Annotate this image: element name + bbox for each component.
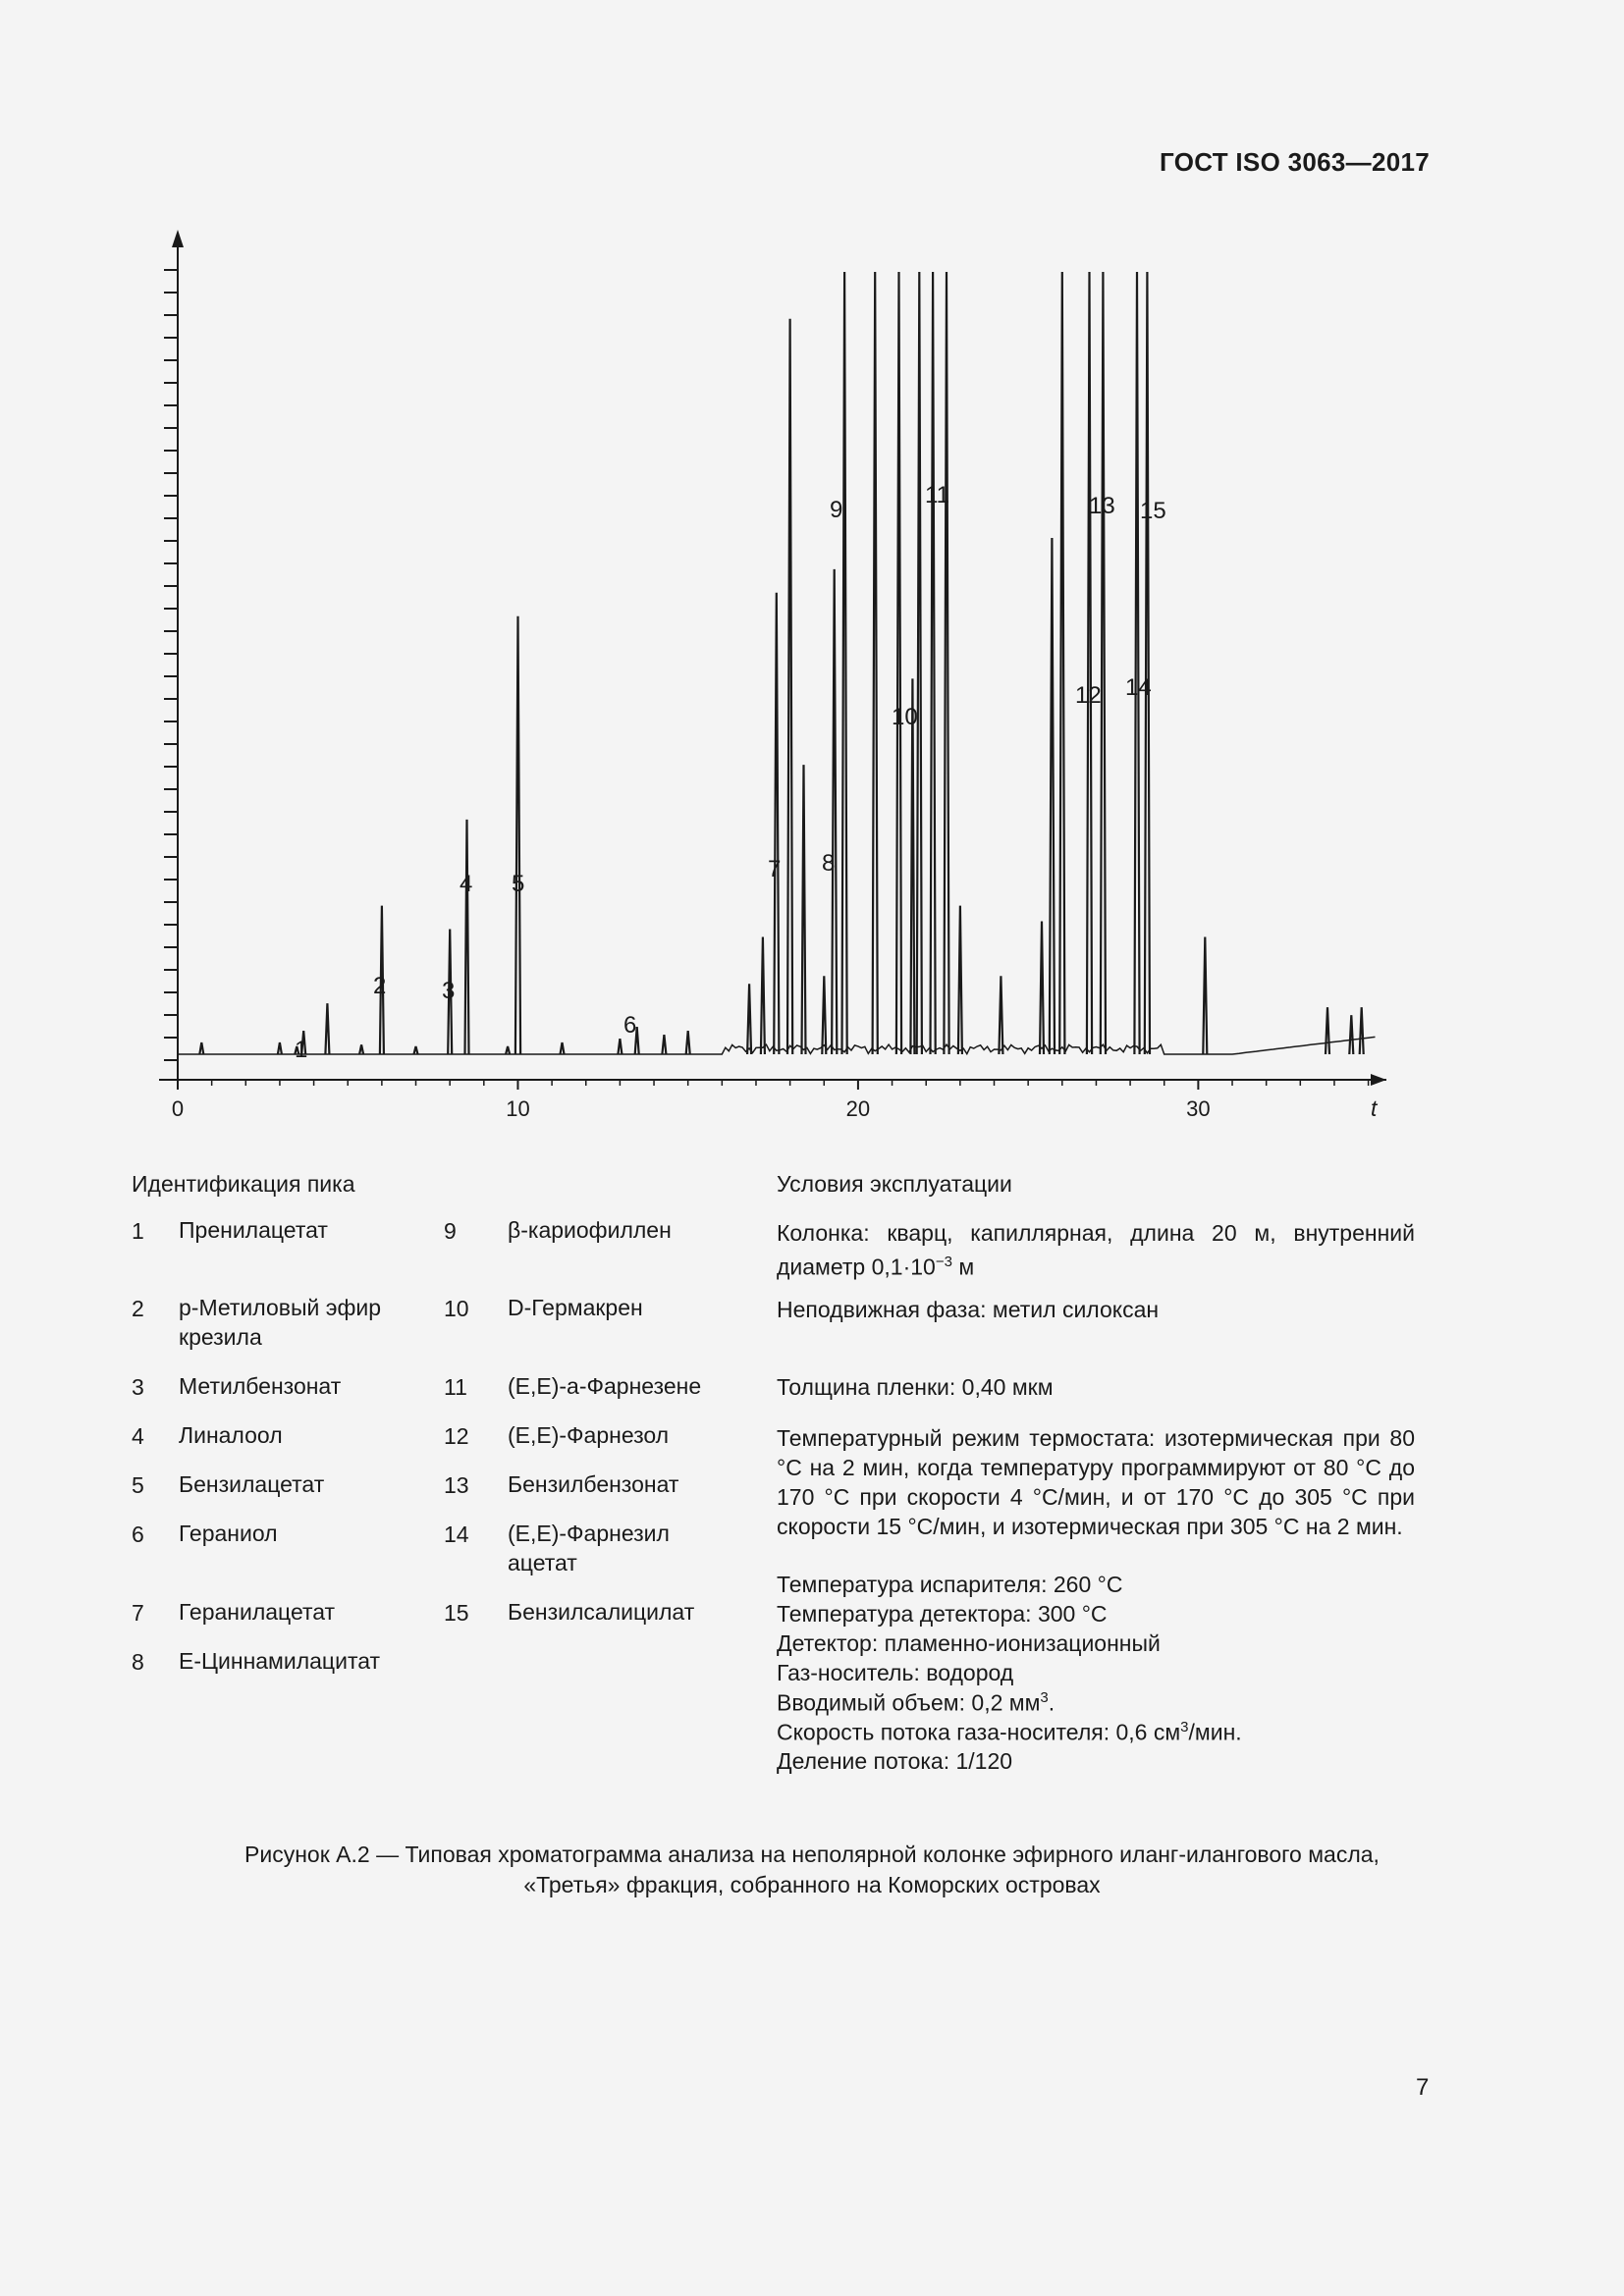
chromatogram-peak [802,765,806,1054]
caption-line-1: Рисунок А.2 — Типовая хроматограмма анализа на неполярной колонке эфирного иланг-илангового масла, [244,1842,1380,1867]
peak-id-name: Бензилацетат [179,1471,325,1497]
identification-heading: Идентификация пика [132,1171,355,1197]
peak-label: 6 [623,1012,637,1039]
x-tick-label: 30 [1186,1096,1211,1121]
x-tick-label: 20 [845,1096,871,1121]
condition-column: Колонка: кварц, капиллярная, длина 20 м, внутренний диаметр $0,1\cdot 10^{-3}$ м [777,1220,1415,1280]
peak-id-name: (Е,Е)-Фарнезол [508,1422,670,1448]
peak-label: 9 [830,497,843,523]
chromatogram-peak [1040,922,1044,1055]
peak-label: 5 [512,871,525,897]
chromatogram-peak [1203,937,1207,1055]
chromatogram-peak [278,1042,282,1054]
condition-detector: Детектор: пламенно-ионизационный [777,1630,1161,1656]
x-axis-arrow [1371,1074,1386,1086]
x-axis-label: t [1371,1095,1378,1121]
caption-line-2: «Третья» фракция, собранного на Коморских островах [523,1872,1101,1897]
chromatogram-peak [1349,1015,1353,1054]
peak-id-name: (Е,Е)-а-Фарнезене [508,1373,702,1399]
chromatogram-peak [931,272,936,1054]
condition-oven-program: Температурный режим термостата: изотермическая при 80 °С на 2 мин, когда температуру программируют от 80 °С до 170 °С при скорости 4 °С/мин, и от 170 °С до 305 °С при скорости 15 °С/мин, и изотермическая при 305 °С на 2 мин. [777,1425,1415,1539]
condition-carrier-gas: Газ-носитель: водород [777,1660,1014,1685]
condition-split-ratio: Деление потока: 1/120 [777,1748,1013,1774]
peak-id-name: Гераниол [179,1521,278,1546]
chromatogram-peak [1050,538,1055,1054]
conditions-heading: Условия эксплуатации [777,1171,1012,1197]
peak-label: 14 [1125,674,1152,701]
condition-stationary-phase: Неподвижная фаза: метил силоксан [777,1297,1160,1322]
peak-id-number: 4 [132,1423,144,1449]
peak-label: 4 [460,871,473,897]
condition-injection-volume: Вводимый объем: 0,2 $мм^3$. [777,1689,1056,1716]
peak-label: 10 [892,704,918,730]
x-tick-label: 0 [171,1096,185,1121]
peak-id-number: 2 [132,1296,144,1321]
chromatogram-peak [618,1039,622,1054]
chromatogram-peak [999,976,1002,1054]
peak-id-name: р-Метиловый эфир крезила [179,1295,382,1350]
chromatogram-peak [414,1046,418,1054]
chart-labels [295,482,1166,1063]
chromatogram-peak [359,1044,363,1054]
peak-id-name: Е-Циннамилацитат [179,1648,381,1674]
peak-id-number: 13 [444,1472,469,1498]
peak-id-name: β-кариофиллен [508,1217,672,1243]
peak-id-name: Бензилсалицилат [508,1599,695,1625]
chart-traces [178,272,1376,1054]
peak-id-name: Бензилбензонат [508,1471,679,1497]
condition-film-thickness: Толщина пленки: 0,40 мкм [777,1374,1054,1400]
peak-id-number: 8 [132,1649,144,1675]
peak-id-number: 1 [132,1218,144,1244]
chromatogram-peak [199,1042,203,1054]
chromatogram-peak [515,616,520,1054]
chromatogram-peak [465,820,469,1054]
peak-label: 15 [1140,498,1166,524]
chromatogram-peak [958,906,962,1054]
peak-id-name: D-Гермакрен [508,1295,643,1320]
chromatogram-peak [747,984,751,1054]
chromatogram-peak [1101,272,1106,1054]
chromatogram-peak [822,976,826,1054]
chromatogram-peak [761,937,765,1055]
peak-label: 13 [1089,493,1115,519]
chromatogram-peak [832,569,837,1054]
peak-id-name: (Е,Е)-Фарнезил ацетат [508,1521,670,1575]
chromatogram-peak [774,593,779,1054]
condition-injector-temp: Температура испарителя: 260 °С [777,1572,1123,1597]
chromatogram-peak [506,1046,510,1054]
peak-label: 7 [768,856,782,882]
peak-label: 1 [295,1037,308,1063]
peak-label: 11 [925,482,949,508]
standard-header: ГОСТ ISO 3063—2017 [1160,147,1430,177]
condition-flow-rate: Скорость потока газа-носителя: 0,6 $см^3$/мин. [777,1719,1242,1745]
chromatogram-peak [1360,1007,1364,1054]
peak-id-name: Линалоол [179,1422,283,1448]
chromatogram-peak [944,272,948,1054]
chromatogram-peak [662,1035,666,1054]
x-tick-label: 10 [506,1096,530,1121]
peak-id-number: 3 [132,1374,144,1400]
peak-id-number: 6 [132,1522,144,1547]
chart-axes [159,230,1386,1121]
peak-label: 8 [822,850,836,877]
chromatogram-peak [1059,272,1064,1054]
chromatogram-peak [910,678,914,1054]
chromatogram-peak [896,272,901,1054]
peak-id-name: Пренилацетат [179,1217,328,1243]
chromatogram-peak [561,1042,565,1054]
chromatogram-peak [325,1003,329,1054]
peak-id-number: 7 [132,1600,144,1626]
peak-label: 3 [442,978,456,1004]
peak-id-number: 11 [444,1374,467,1400]
chromatogram-peak [873,272,878,1054]
baseline-trace [178,1037,1376,1054]
figure-caption [0,1840,1624,1900]
peak-id-name: Геранилацетат [179,1599,336,1625]
peak-id-name: Метилбензонат [179,1373,342,1399]
peak-label: 12 [1075,682,1102,709]
condition-detector-temp: Температура детектора: 300 °С [777,1601,1108,1627]
y-axis-arrow [172,230,184,247]
peak-id-number: 15 [444,1600,469,1626]
peak-id-number: 10 [444,1296,469,1321]
chromatogram-peak [842,272,847,1054]
peak-id-number: 5 [132,1472,144,1498]
peak-id-number: 12 [444,1423,469,1449]
chromatogram-peak [787,319,792,1054]
chromatogram-peak [917,272,922,1054]
page-number: 7 [1416,2074,1430,2101]
chromatogram-peak [1326,1007,1329,1054]
peak-id-number: 9 [444,1218,457,1244]
peak-label: 2 [373,973,387,999]
chromatogram-peak [1145,272,1150,1054]
peak-id-number: 14 [444,1522,469,1547]
chromatogram-peak [1134,272,1139,1054]
chromatogram-peak [1087,272,1092,1054]
chromatogram-peak [686,1031,690,1054]
